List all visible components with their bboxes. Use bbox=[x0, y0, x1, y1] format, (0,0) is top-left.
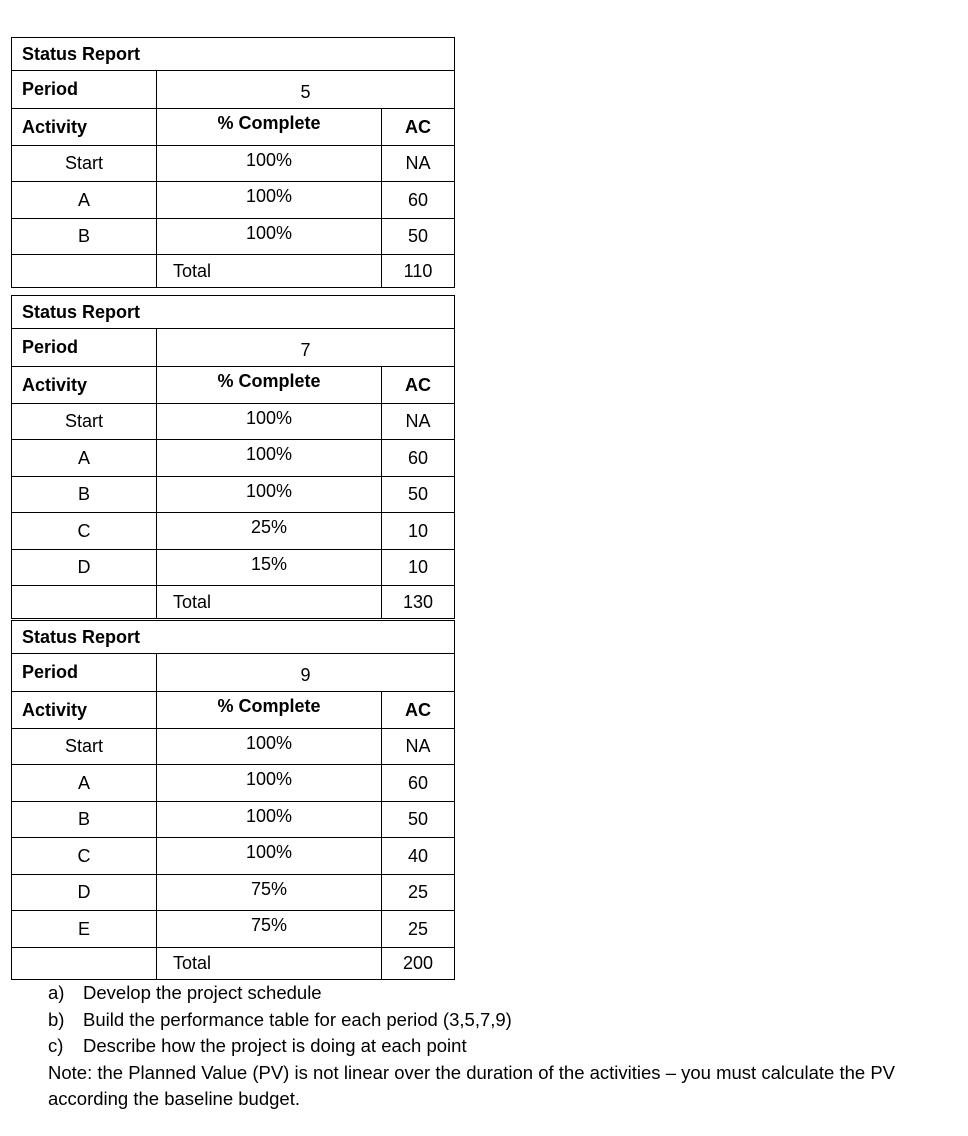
report-title: Status Report bbox=[12, 621, 455, 654]
list-item bbox=[48, 1033, 958, 1060]
period-label: Period bbox=[12, 70, 157, 109]
ac-cell: 10 bbox=[382, 513, 455, 550]
pct-cell: 100% bbox=[157, 838, 382, 875]
activity-cell: B bbox=[12, 218, 157, 255]
status-report-table bbox=[11, 37, 455, 288]
table-row bbox=[12, 440, 455, 477]
table-row bbox=[12, 476, 455, 513]
question-text: Develop the project schedule bbox=[83, 982, 322, 1003]
ac-cell: 25 bbox=[382, 911, 455, 948]
status-report-table bbox=[11, 620, 455, 980]
table-row bbox=[12, 874, 455, 911]
pct-cell: 75% bbox=[157, 874, 382, 911]
ac-cell: 50 bbox=[382, 218, 455, 255]
pct-cell: 100% bbox=[157, 218, 382, 255]
pct-cell: 25% bbox=[157, 513, 382, 550]
activity-cell: C bbox=[12, 513, 157, 550]
pct-complete-header: % Complete bbox=[157, 692, 382, 729]
activity-cell: B bbox=[12, 801, 157, 838]
table-row bbox=[12, 182, 455, 219]
activity-header: Activity bbox=[12, 109, 157, 146]
question-marker: a) bbox=[48, 982, 65, 1003]
table-row bbox=[12, 145, 455, 182]
assignment-questions bbox=[48, 980, 958, 1113]
table-row bbox=[12, 218, 455, 255]
activity-cell: E bbox=[12, 911, 157, 948]
period-value: 9 bbox=[157, 653, 455, 692]
activity-header: Activity bbox=[12, 692, 157, 729]
ac-header: AC bbox=[382, 109, 455, 146]
pct-cell: 100% bbox=[157, 182, 382, 219]
ac-cell: NA bbox=[382, 728, 455, 765]
pct-cell: 15% bbox=[157, 549, 382, 586]
ac-header: AC bbox=[382, 692, 455, 729]
ac-cell: 10 bbox=[382, 549, 455, 586]
report-title: Status Report bbox=[12, 38, 455, 71]
ac-header: AC bbox=[382, 367, 455, 404]
ac-cell: 60 bbox=[382, 440, 455, 477]
report-title: Status Report bbox=[12, 296, 455, 329]
pct-cell: 75% bbox=[157, 911, 382, 948]
ac-cell: 25 bbox=[382, 874, 455, 911]
pct-complete-header: % Complete bbox=[157, 109, 382, 146]
ac-cell: 50 bbox=[382, 801, 455, 838]
activity-cell: Start bbox=[12, 403, 157, 440]
status-report-table bbox=[11, 295, 455, 619]
activity-cell: C bbox=[12, 838, 157, 875]
pct-cell: 100% bbox=[157, 476, 382, 513]
activity-cell: D bbox=[12, 874, 157, 911]
total-value: 110 bbox=[382, 255, 455, 288]
period-label: Period bbox=[12, 653, 157, 692]
ac-cell: NA bbox=[382, 403, 455, 440]
table-row bbox=[12, 801, 455, 838]
ac-cell: NA bbox=[382, 145, 455, 182]
list-item bbox=[48, 980, 958, 1007]
pct-cell: 100% bbox=[157, 403, 382, 440]
question-marker: b) bbox=[48, 1008, 65, 1030]
total-value: 130 bbox=[382, 586, 455, 619]
activity-cell: A bbox=[12, 182, 157, 219]
total-label: Total bbox=[157, 947, 382, 980]
table-row bbox=[12, 403, 455, 440]
table-row bbox=[12, 838, 455, 875]
ac-cell: 40 bbox=[382, 838, 455, 875]
activity-cell: Start bbox=[12, 728, 157, 765]
ac-cell: 60 bbox=[382, 182, 455, 219]
period-label: Period bbox=[12, 328, 157, 367]
table-row bbox=[12, 765, 455, 802]
table-row bbox=[12, 728, 455, 765]
activity-cell: Start bbox=[12, 145, 157, 182]
period-value: 7 bbox=[157, 328, 455, 367]
table-row bbox=[12, 513, 455, 550]
pct-cell: 100% bbox=[157, 801, 382, 838]
question-text: Describe how the project is doing at each point bbox=[83, 1035, 467, 1056]
activity-cell: D bbox=[12, 549, 157, 586]
total-row bbox=[12, 255, 455, 288]
pct-cell: 100% bbox=[157, 765, 382, 802]
activity-cell: B bbox=[12, 476, 157, 513]
pct-cell: 100% bbox=[157, 440, 382, 477]
total-value: 200 bbox=[382, 947, 455, 980]
pct-complete-header: % Complete bbox=[157, 367, 382, 404]
pct-cell: 100% bbox=[157, 145, 382, 182]
list-item bbox=[48, 1007, 958, 1034]
question-marker: c) bbox=[48, 1035, 64, 1056]
pct-cell: 100% bbox=[157, 728, 382, 765]
table-row bbox=[12, 911, 455, 948]
activity-cell: A bbox=[12, 765, 157, 802]
total-label: Total bbox=[157, 255, 382, 288]
note-text: Note: the Planned Value (PV) is not linear over the duration of the activities – you must calculate the PV according the baseline budget. bbox=[48, 1061, 896, 1109]
period-value: 5 bbox=[157, 70, 455, 109]
activity-header: Activity bbox=[12, 367, 157, 404]
question-text: Build the performance table for each period (3,5,7,9) bbox=[83, 1008, 512, 1030]
total-label: Total bbox=[157, 586, 382, 619]
total-row bbox=[12, 947, 455, 980]
activity-cell: A bbox=[12, 440, 157, 477]
ac-cell: 60 bbox=[382, 765, 455, 802]
table-row bbox=[12, 549, 455, 586]
total-row bbox=[12, 586, 455, 619]
ac-cell: 50 bbox=[382, 476, 455, 513]
